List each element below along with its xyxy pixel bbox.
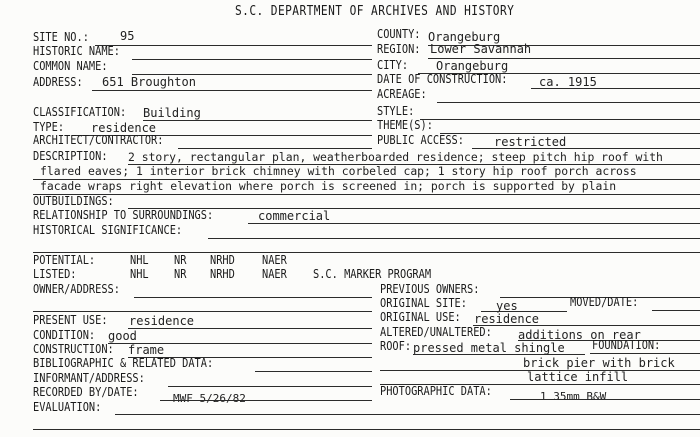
potential-naer: NAER — [262, 253, 287, 267]
region-label: REGION: — [377, 42, 421, 56]
original-use-value[interactable]: residence — [474, 312, 540, 326]
construction-value[interactable]: frame — [128, 343, 165, 357]
region-value[interactable]: Lower Savannah — [430, 42, 532, 56]
city-label: CITY: — [377, 58, 409, 72]
original-use-label: ORIGINAL USE: — [380, 310, 461, 324]
original-site-label: ORIGINAL SITE: — [380, 296, 467, 310]
address-value[interactable]: 651 Broughton — [102, 75, 196, 89]
county-value[interactable]: Orangeburg — [428, 30, 501, 44]
classification-value[interactable]: Building — [143, 106, 201, 120]
recorded-by-label: RECORDED BY/DATE: — [33, 385, 139, 399]
acreage-label: ACREAGE: — [377, 87, 427, 101]
listed-naer: NAER — [262, 267, 287, 281]
themes-label: THEME(S): — [377, 118, 433, 132]
public-access-label: PUBLIC ACCESS: — [377, 133, 464, 147]
present-use-value[interactable]: residence — [129, 314, 195, 328]
photo-data-value[interactable]: 1 35mm B&W — [540, 390, 607, 403]
moved-date-label: MOVED/DATE: — [570, 295, 639, 309]
date-construction-label: DATE OF CONSTRUCTION: — [377, 72, 508, 86]
address-label: ADDRESS: — [33, 75, 83, 89]
date-construction-value[interactable]: ca. 1915 — [539, 75, 597, 89]
description-line-1[interactable]: 2 story, rectangular plan, weatherboarded residence; steep pitch hip roof with — [128, 150, 663, 164]
form-title: S.C. DEPARTMENT OF ARCHIVES AND HISTORY — [235, 4, 515, 19]
listed-nr: NR — [174, 267, 187, 281]
description-line-3[interactable]: facade wraps right elevation where porch is screened in; porch is supported by plain — [40, 179, 617, 193]
description-label: DESCRIPTION: — [33, 149, 108, 163]
foundation-label: FOUNDATION: — [592, 338, 661, 352]
outbuildings-label: OUTBUILDINGS: — [33, 194, 114, 208]
site-no-value[interactable]: 95 — [120, 29, 135, 43]
original-site-value[interactable]: yes — [496, 299, 518, 313]
type-label: TYPE: — [33, 120, 65, 134]
photo-data-label: PHOTOGRAPHIC DATA: — [380, 384, 492, 398]
historic-name-label: HISTORIC NAME: — [33, 44, 120, 58]
listed-label: LISTED: — [33, 267, 77, 281]
informant-label: INFORMANT/ADDRESS: — [33, 371, 145, 385]
condition-label: CONDITION: — [33, 328, 96, 342]
recorded-by-value[interactable]: MWF 5/26/82 — [173, 392, 246, 405]
roof-label: ROOF: — [380, 339, 412, 353]
potential-nr: NR — [174, 253, 187, 267]
foundation-line-1[interactable]: brick pier with brick — [523, 356, 675, 370]
site-no-label: SITE NO.: — [33, 30, 89, 44]
type-value[interactable]: residence — [91, 121, 157, 135]
classification-label: CLASSIFICATION: — [33, 105, 127, 119]
construction-label: CONSTRUCTION: — [33, 342, 114, 356]
potential-label: POTENTIAL: — [33, 253, 96, 267]
relationship-value[interactable]: commercial — [258, 209, 331, 223]
present-use-label: PRESENT USE: — [33, 313, 108, 327]
description-line-2[interactable]: flared eaves; 1 interior brick chimney with corbeled cap; 1 story hip roof porch across — [40, 164, 637, 178]
public-access-value[interactable]: restricted — [494, 135, 567, 149]
style-label: STYLE: — [377, 104, 415, 118]
biblio-label: BIBLIOGRAPHIC & RELATED DATA: — [33, 356, 214, 370]
potential-nrhd: NRHD — [210, 253, 235, 267]
altered-value[interactable]: additions on rear — [518, 328, 641, 342]
condition-value[interactable]: good — [108, 329, 137, 343]
architect-label: ARCHITECT/CONTRACTOR: — [33, 133, 164, 147]
listed-nhl: NHL — [130, 267, 149, 281]
evaluation-label: EVALUATION: — [33, 400, 102, 414]
significance-label: HISTORICAL SIGNIFICANCE: — [33, 223, 183, 237]
county-label: COUNTY: — [377, 27, 421, 41]
altered-label: ALTERED/UNALTERED: — [380, 325, 492, 339]
relationship-label: RELATIONSHIP TO SURROUNDINGS: — [33, 208, 214, 222]
potential-nhl: NHL — [130, 253, 149, 267]
listed-nrhd: NRHD — [210, 267, 235, 281]
sc-marker-label: S.C. MARKER PROGRAM — [313, 267, 432, 281]
roof-value[interactable]: pressed metal shingle — [413, 341, 565, 355]
city-value[interactable]: Orangeburg — [436, 59, 509, 73]
common-name-label: COMMON NAME: — [33, 59, 108, 73]
previous-owners-label: PREVIOUS OWNERS: — [380, 282, 480, 296]
foundation-line-2[interactable]: lattice infill — [527, 370, 629, 384]
owner-address-label: OWNER/ADDRESS: — [33, 282, 120, 296]
